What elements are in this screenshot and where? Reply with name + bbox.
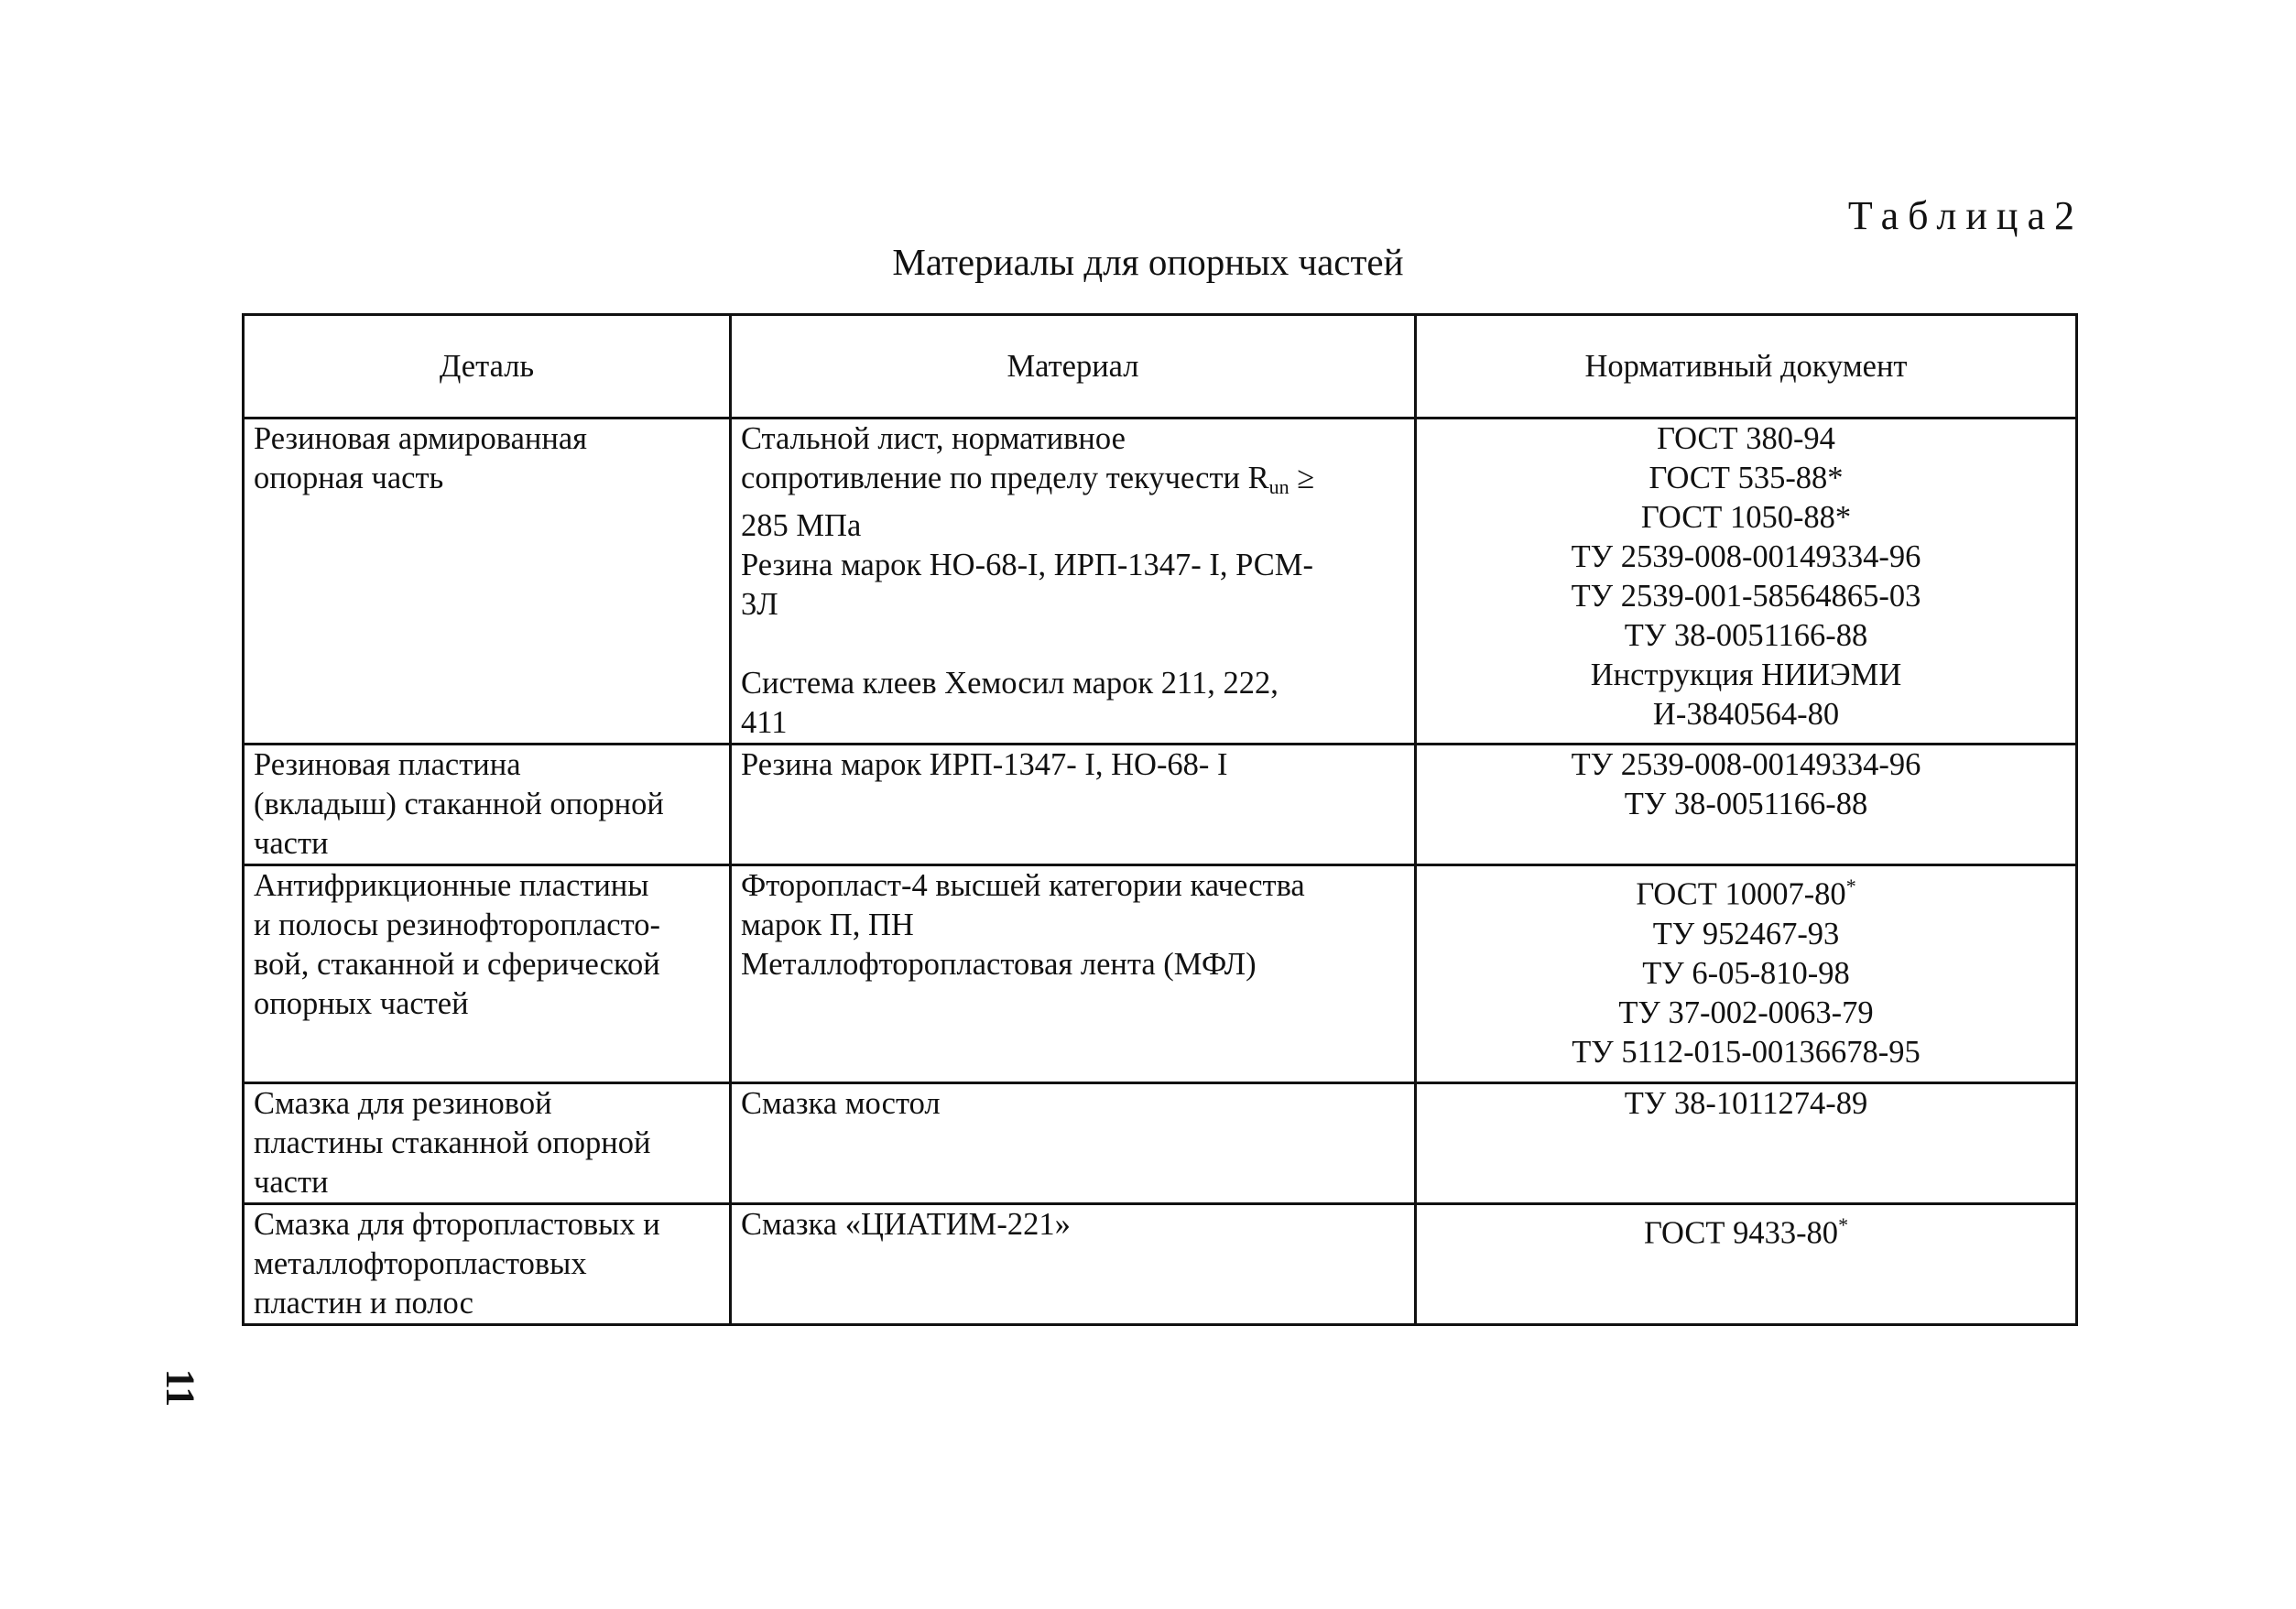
- cell-line: И-3840564-80: [1652, 697, 1840, 732]
- material-cell: [731, 419, 1416, 745]
- cell-line: 285 МПа: [741, 508, 862, 543]
- cell-line: и полосы резинофторопласто-: [254, 908, 660, 942]
- cell-line: (вкладыш) стаканной опорной: [254, 787, 664, 821]
- cell-line: ТУ 37-002-0063-79: [1618, 995, 1874, 1030]
- cell-line: Смазка для резиновой: [254, 1086, 552, 1121]
- material-cell: [731, 1083, 1416, 1204]
- detail-cell: [244, 419, 731, 745]
- table-row: [244, 1083, 2077, 1204]
- cell-line: Фторопласт-4 высшей категории качества: [741, 868, 1305, 903]
- document-cell: [1416, 1204, 2077, 1325]
- cell-line: ТУ 38-0051166-88: [1624, 618, 1868, 653]
- cell-line: Система клеев Хемосил марок 211, 222,: [741, 666, 1279, 701]
- column-header-detail: Деталь: [244, 315, 731, 419]
- page-number: 11: [158, 1368, 203, 1408]
- table-label: Таблица2: [1847, 193, 2084, 238]
- doc-text: ГОСТ 10007-80: [1636, 876, 1846, 912]
- header-row: [244, 315, 2077, 419]
- cell-line: [1426, 1205, 2066, 1254]
- cell-line: пластин и полос: [254, 1286, 473, 1321]
- detail-cell: [244, 865, 731, 1083]
- cell-line: Металлофторопластовая лента (МФЛ): [741, 947, 1257, 982]
- detail-cell: [244, 1083, 731, 1204]
- materials-table: [242, 313, 2078, 1326]
- document-cell: [1416, 745, 2077, 865]
- cell-line: ТУ 38-1011274-89: [1624, 1086, 1868, 1121]
- cell-line: Смазка «ЦИАТИМ-221»: [741, 1207, 1071, 1242]
- cell-line: ТУ 2539-008-00149334-96: [1571, 747, 1921, 782]
- document-cell: [1416, 1083, 2077, 1204]
- table-title: Материалы для опорных частей: [892, 241, 1404, 283]
- cell-line: ГОСТ 1050-88*: [1640, 500, 1852, 535]
- document-cell: [1416, 419, 2077, 745]
- cell-line: ТУ 2539-001-58564865-03: [1571, 579, 1921, 614]
- cell-line: ТУ 5112-015-00136678-95: [1572, 1034, 1921, 1070]
- cell-line: пластины стаканной опорной: [254, 1125, 651, 1160]
- detail-cell: [244, 745, 731, 865]
- cell-line: ТУ 6-05-810-98: [1642, 955, 1850, 991]
- cell-line: Смазка для фторопластовых и: [254, 1207, 660, 1242]
- doc-text: ГОСТ 9433-80: [1643, 1215, 1839, 1251]
- cell-line: опорная часть: [254, 461, 444, 495]
- material-text: ≥: [1289, 461, 1315, 495]
- footnote-mark: *: [1845, 875, 1856, 897]
- cell-line: ТУ 38-0051166-88: [1624, 787, 1868, 821]
- cell-line: Смазка мостол: [741, 1086, 941, 1121]
- subscript: un: [1268, 475, 1289, 498]
- cell-line: Резина марок ИРП-1347- I, НО-68- I: [741, 747, 1228, 782]
- cell-line: металлофторопластовых: [254, 1246, 587, 1281]
- cell-line: части: [254, 826, 329, 861]
- cell-line: вой, стаканной и сферической: [254, 947, 660, 982]
- cell-line: 411: [741, 705, 788, 740]
- cell-line: Резиновая армированная: [254, 421, 588, 456]
- footnote-mark: *: [1838, 1213, 1849, 1236]
- cell-line: [1426, 866, 2066, 915]
- cell-line: Антифрикционные пластины: [254, 868, 649, 903]
- cell-line: Резина марок НО-68-I, ИРП-1347- I, РСМ-: [741, 548, 1313, 582]
- cell-line: [741, 459, 1405, 506]
- material-cell: [731, 865, 1416, 1083]
- table-row: [244, 1204, 2077, 1325]
- cell-line: Резиновая пластина: [254, 747, 521, 782]
- cell-line: ГОСТ 380-94: [1657, 421, 1835, 456]
- column-header-material: Материал: [731, 315, 1416, 419]
- cell-line: 3Л: [741, 587, 778, 622]
- cell-line: ТУ 952467-93: [1652, 916, 1840, 951]
- cell-line: Инструкция НИИЭМИ: [1590, 658, 1902, 692]
- material-cell: [731, 745, 1416, 865]
- cell-line: ТУ 2539-008-00149334-96: [1571, 539, 1921, 574]
- detail-cell: [244, 1204, 731, 1325]
- table-row: [244, 745, 2077, 865]
- cell-line: марок П, ПН: [741, 908, 914, 942]
- cell-line: Стальной лист, нормативное: [741, 421, 1126, 456]
- document-cell: [1416, 865, 2077, 1083]
- spacer: [741, 625, 1405, 664]
- cell-line: части: [254, 1165, 329, 1200]
- table-row: [244, 419, 2077, 745]
- table-row: [244, 865, 2077, 1083]
- cell-line: опорных частей: [254, 986, 469, 1021]
- cell-line: ГОСТ 535-88*: [1649, 461, 1844, 495]
- material-cell: [731, 1204, 1416, 1325]
- material-text: сопротивление по пределу текучести R: [741, 461, 1269, 495]
- column-header-document: Нормативный документ: [1416, 315, 2077, 419]
